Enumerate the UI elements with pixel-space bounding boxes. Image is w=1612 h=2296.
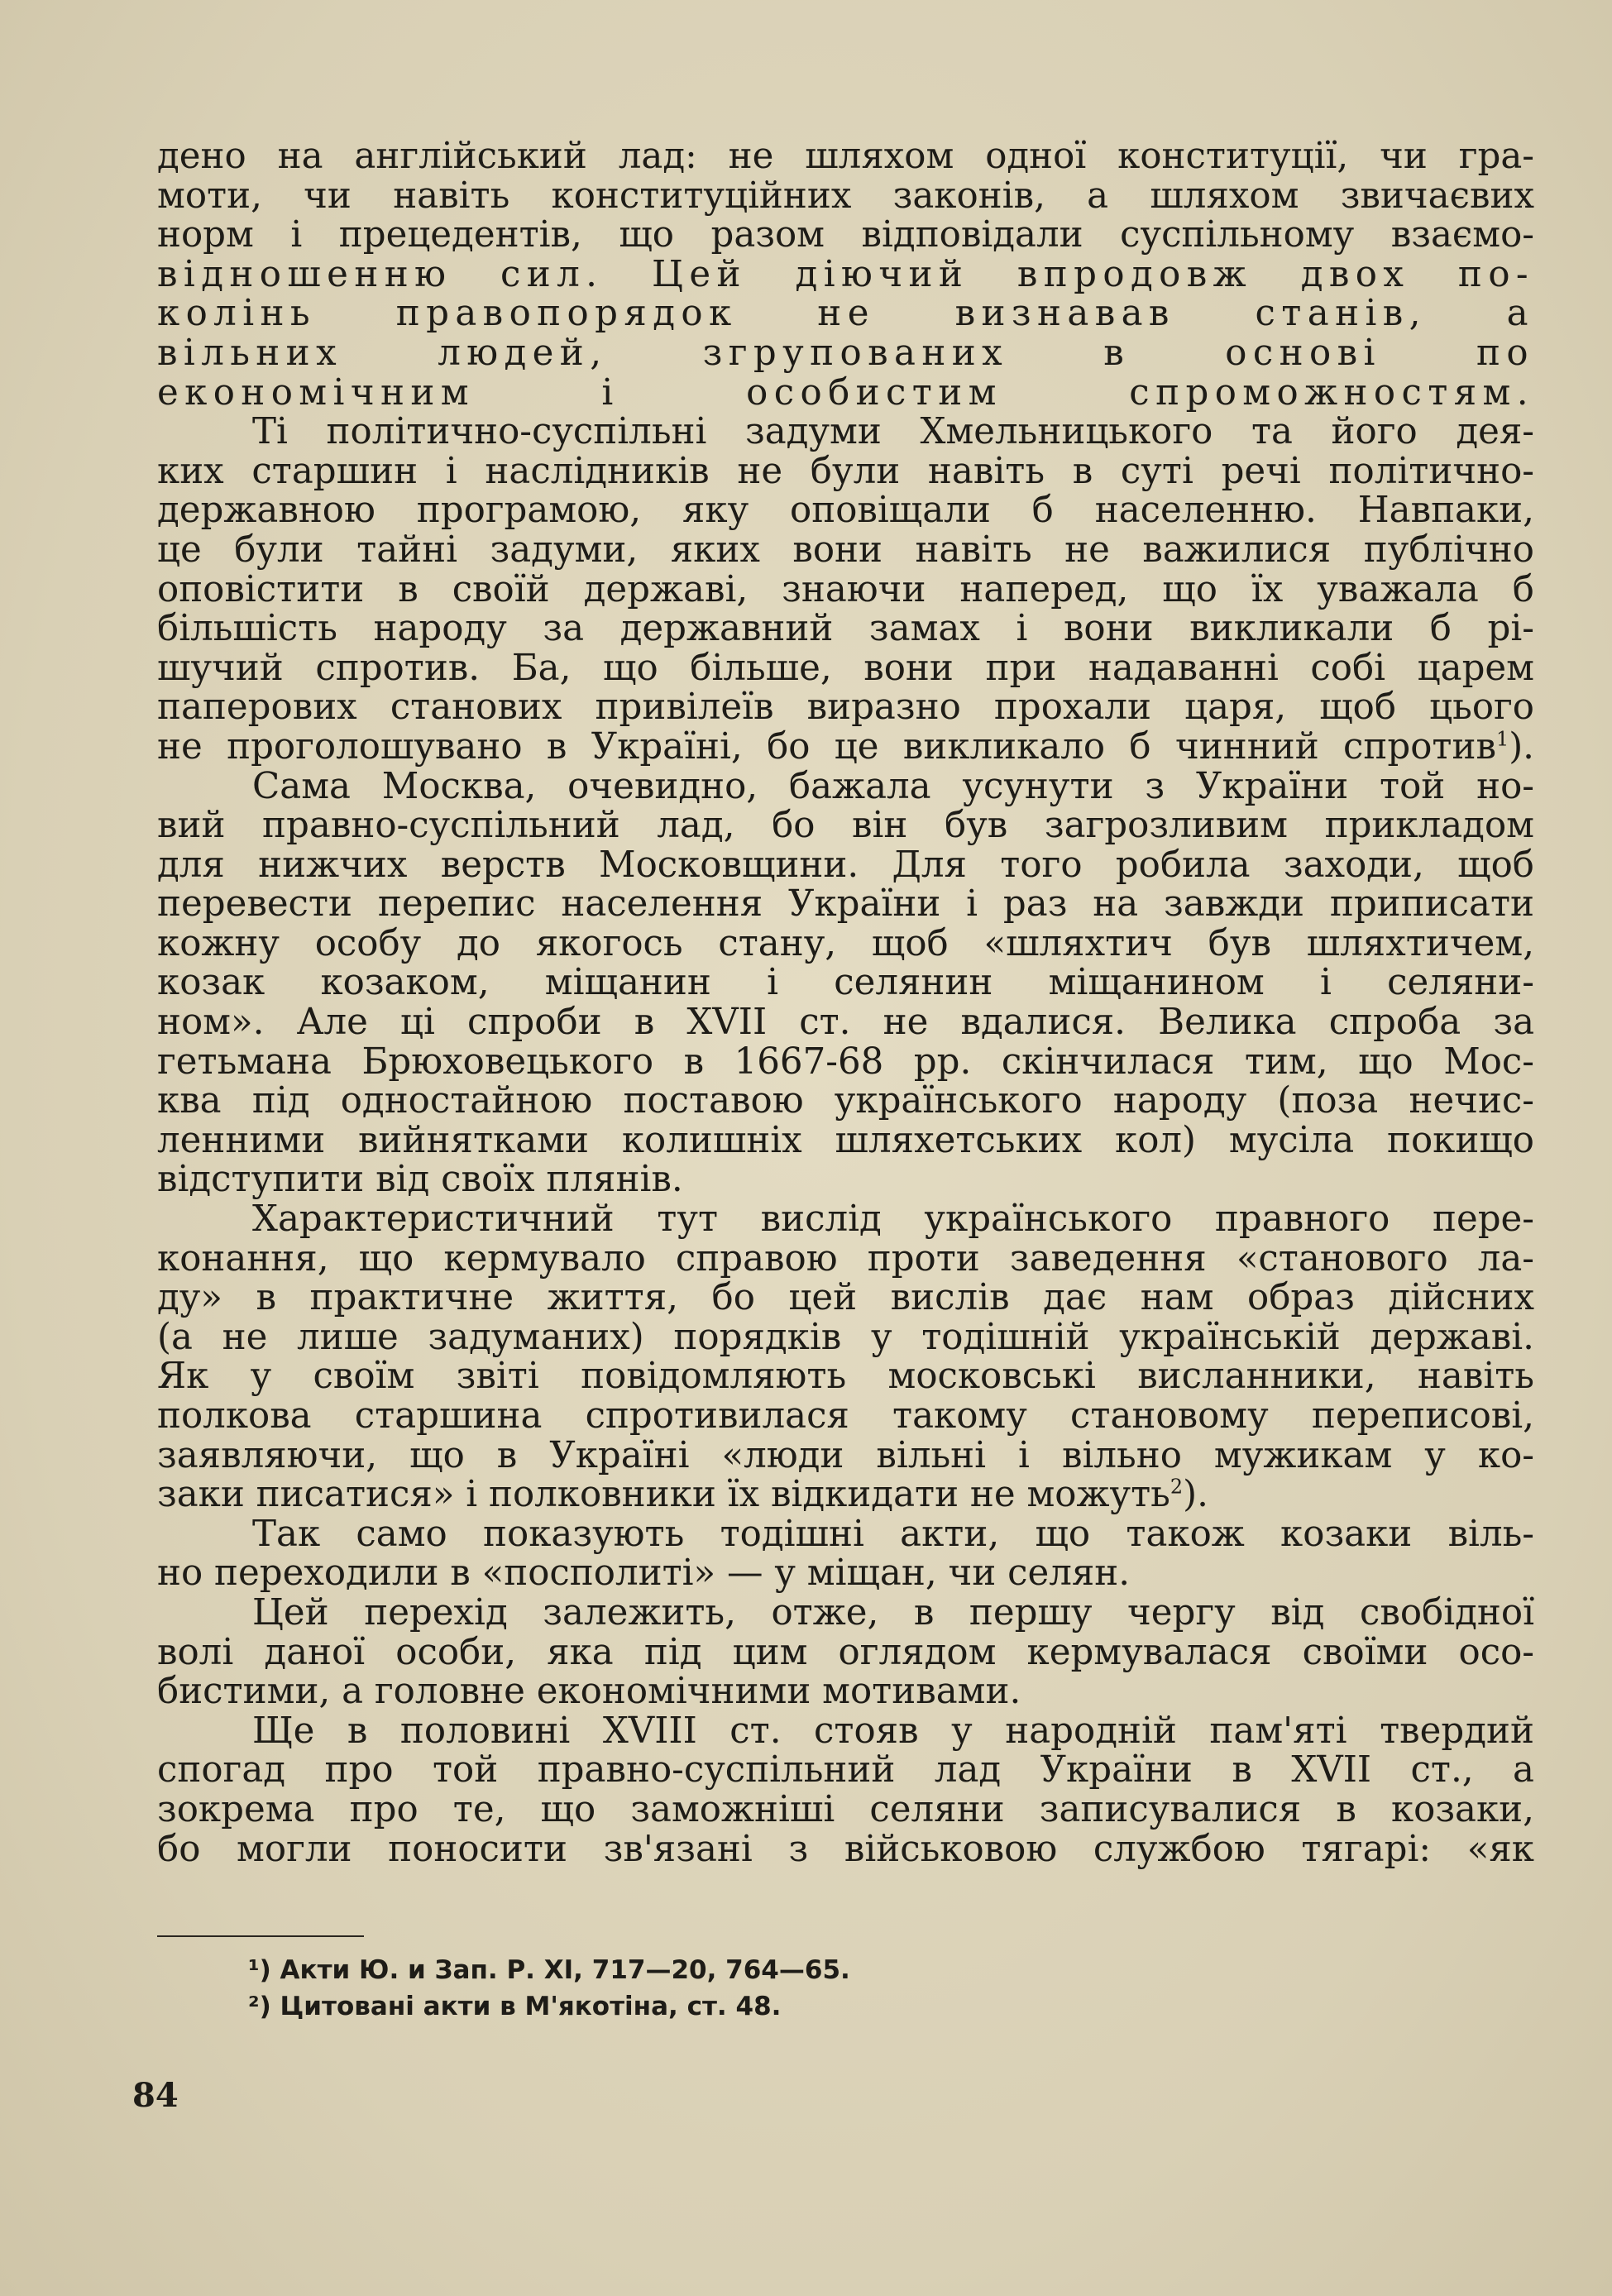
footnote-1: ¹) Акти Ю. и Зап. Р. XI, 717—20, 764—65.: [248, 1955, 850, 1985]
text-line: шучий спротив. Ба, що більше, вони при надаванні собі царем: [157, 647, 1534, 689]
paragraph-5: [157, 1515, 1534, 1594]
text-line: це були тайні задуми, яких вони навіть не важилися публічно: [157, 529, 1534, 571]
line-text: ).: [1183, 1474, 1208, 1516]
text-line: спогад про той правно-суспільний лад України в XVII ст., а: [157, 1749, 1534, 1791]
body-text: [157, 137, 1534, 1869]
paragraph-3: [157, 765, 1534, 1201]
line-text: не проголошувано в Україні, бо це викликало б чинний спротив: [157, 725, 1496, 768]
line-text: заки писатися» і полковники їх відкидати не можуть: [157, 1474, 1170, 1516]
footnote-ref-2: 2: [1170, 1475, 1184, 1499]
text-line: ном». Але ці спроби в XVII ст. не вдалися. Велика спроба за: [157, 1002, 1534, 1044]
text-line: гетьмана Брюховецького в 1667-68 рр. скінчилася тим, що Мос-: [157, 1040, 1534, 1083]
text-line: бистими, а головне економічними мотивами.: [157, 1671, 1021, 1713]
text-line: ду» в практичне життя, бо цей вислів дає нам образ дійсних: [157, 1277, 1534, 1319]
text-line: (а не лише задуманих) порядків у тодішній українській державі.: [157, 1316, 1534, 1358]
footnotes: [248, 1952, 1075, 2025]
text-line: козак козаком, міщанин і селянин міщанином і селяни-: [157, 962, 1534, 1004]
footnote-divider: [157, 1935, 364, 1937]
text-line: ква під одностайною поставою українського народу (поза нечис-: [157, 1080, 1534, 1122]
text-line: вільних людей, згрупованих в основі по: [157, 332, 1534, 374]
text-line: [157, 725, 1534, 768]
text-line: Характеристичний тут вислід українського правного пере-: [252, 1198, 1534, 1241]
text-line: більшість народу за державний замах і вони викликали б рі-: [157, 608, 1534, 650]
text-line: економічним і особистим спроможностям.: [157, 371, 1534, 414]
paragraph-1: [157, 137, 1534, 413]
footnote-2: ²) Цитовані акти в М'якотіна, ст. 48.: [248, 1992, 782, 2021]
footnote-ref-1: 1: [1495, 727, 1509, 751]
text-line: кожну особу до якогось стану, щоб «шляхтич був шляхтичем,: [157, 922, 1534, 964]
text-line: для нижчих верств Московщини. Для того робила заходи, щоб: [157, 844, 1534, 886]
text-line: заявляючи, що в Україні «люди вільні і вільно мужикам у ко-: [157, 1434, 1534, 1476]
text-line: но переходили в «посполиті» — у міщан, чи селян.: [157, 1552, 1131, 1595]
paragraph-6: [157, 1591, 1534, 1713]
paragraph-2: [157, 413, 1534, 767]
line-text: ).: [1509, 725, 1534, 768]
page-number: 84: [132, 2076, 179, 2115]
text-line: паперових станових привілеїв виразно прохали царя, щоб цього: [157, 686, 1534, 729]
text-line: моти, чи навіть конституційних законів, а шляхом звичаєвих: [157, 175, 1534, 217]
text-line: ленними вийнятками колишніх шляхетських кол) мусіла покищо: [157, 1119, 1534, 1161]
text-line: норм і прецедентів, що разом відповідали суспільному взаємо-: [157, 214, 1534, 256]
paragraph-4: [157, 1200, 1534, 1515]
text-line: конання, що кермувало справою проти заведення «станового ла-: [157, 1237, 1534, 1280]
text-line: зокрема про те, що заможніші селяни записувалися в козаки,: [157, 1788, 1534, 1830]
text-line: оповістити в своїй державі, знаючи наперед, що їх уважала б: [157, 568, 1534, 610]
text-line: перевести перепис населення України і раз на завжди приписати: [157, 883, 1534, 926]
text-line: дено на англійський лад: не шляхом одної конституції, чи гра-: [157, 136, 1534, 177]
text-line: державною програмою, яку оповіщали б населенню. Навпаки,: [157, 490, 1534, 532]
text-line: Як у своїм звіті повідомляють московські висланники, навіть: [157, 1356, 1534, 1398]
text-line: ких старшин і наслідників не були навіть в суті речі політично-: [157, 450, 1534, 492]
paragraph-7: [157, 1712, 1534, 1869]
text-line: вий правно-суспільний лад, бо він був загрозливим прикладом: [157, 805, 1534, 847]
text-line: відступити від своїх плянів.: [157, 1159, 683, 1201]
text-line: Сама Москва, очевидно, бажала усунути з України той но-: [252, 765, 1534, 807]
text-line: волі даної особи, яка під цим оглядом кермувалася своїми осо-: [157, 1631, 1534, 1673]
text-line: Ті політично-суспільні задуми Хмельницького та його дея-: [252, 411, 1534, 453]
text-line: колінь правопорядок не визнавав станів, а: [157, 293, 1534, 335]
text-line: бо могли поносити зв'язані з військовою службою тягарі: «як: [157, 1828, 1534, 1870]
text-line: Цей перехід залежить, отже, в першу чергу від свобідної: [252, 1591, 1534, 1634]
text-line: Ще в половині XVIII ст. стояв у народній пам'яті твердий: [252, 1710, 1534, 1752]
text-line: Так само показують тодішні акти, що також козаки віль-: [252, 1513, 1534, 1555]
text-line: [157, 1476, 1534, 1515]
text-line: полкова старшина спротивилася такому становому переписові,: [157, 1395, 1534, 1437]
text-line: відношенню сил. Цей діючий впродовж двох по-: [157, 253, 1534, 295]
